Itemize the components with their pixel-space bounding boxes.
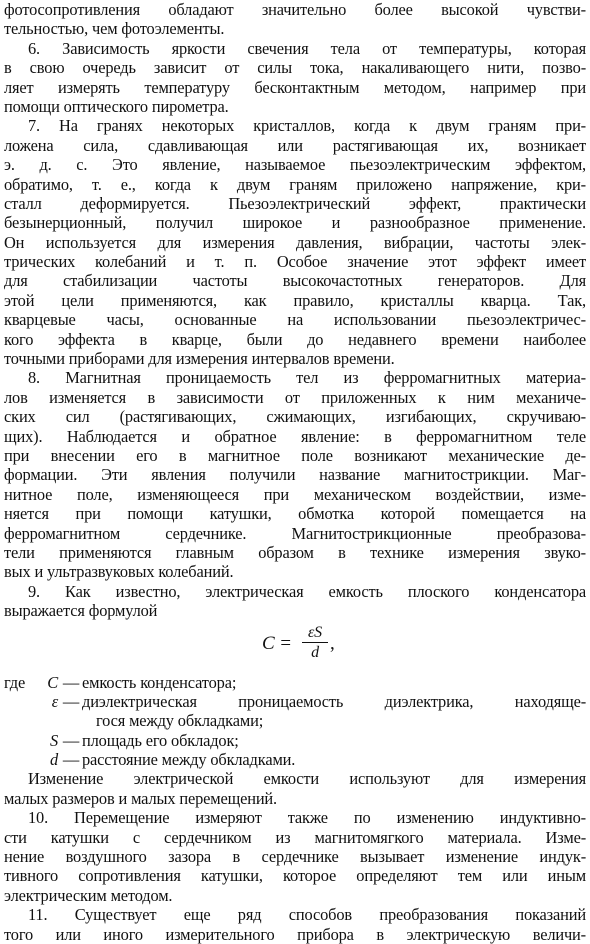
text-line: Изменение электрической емкости используют для измерения xyxy=(28,769,586,789)
text-line: 8. Магнитная проницаемость тел из ферромагнитных материа- xyxy=(28,368,586,388)
definition-lead xyxy=(4,731,36,750)
text-line: ских сил (растягивающих, сжимающих, изгибающих, скручиваю- xyxy=(4,407,586,427)
text-line: щих). Наблюдается и обратное явление: в ферромагнитном теле xyxy=(4,426,586,446)
text-block-bottom xyxy=(4,769,586,944)
definition-dash: — xyxy=(62,750,80,770)
text-line: выражается формулой xyxy=(4,601,158,621)
text-line: ферромагнитном сердечнике. Магнитострикционные преобразова- xyxy=(4,523,586,543)
text-line: электрическим методом. xyxy=(4,885,173,905)
definition-lead xyxy=(4,750,36,769)
definition-row xyxy=(4,711,586,730)
text-line: кого эффекта в кварце, были до недавнего времени наиболее xyxy=(4,329,586,349)
text-line: помощи оптического пирометра. xyxy=(4,96,229,116)
text-line: безынерционный, получил широкое и разнообразное применение. xyxy=(4,213,586,233)
text-line: для стабилизации частоты высокочастотных генераторов. Для xyxy=(4,271,586,291)
formula-lhs: C = xyxy=(262,632,292,654)
text-line: 10. Перемещение измеряют также по изменению индуктивно- xyxy=(28,808,586,828)
document-page xyxy=(4,0,586,944)
definition-symbol: S xyxy=(49,730,58,750)
definition-row xyxy=(4,731,586,750)
capacitance-formula xyxy=(4,621,586,673)
text-line: э. д. с. Это явление, называемое пьезоэлектрическим эффектом, xyxy=(4,155,586,175)
definition-dash: — xyxy=(62,730,80,750)
text-line: няется при помощи катушки, обмотка которой помещается на xyxy=(4,504,586,524)
text-line: тели применяются главным образом в технике измерения звуко- xyxy=(4,542,586,562)
text-line: фотосопротивления обладают значительно более высокой чувстви- xyxy=(4,0,586,19)
text-line: трических колебаний и т. п. Особое значение этот эффект имеет xyxy=(4,252,586,272)
text-line: 11. Существует еще ряд способов преобразования показаний xyxy=(28,905,586,925)
definition-row xyxy=(4,750,586,769)
definition-row xyxy=(4,692,586,711)
text-line: лов изменяется в зависимости от приложенных к ним механиче- xyxy=(4,387,586,407)
text-line: ложена сила, сдавливающая или растягивающая их, возникает xyxy=(4,135,586,155)
definition-text: гося между обкладками; xyxy=(96,711,264,731)
formula-definitions xyxy=(4,673,586,770)
definition-symbol: d xyxy=(49,750,58,770)
definition-symbol: C xyxy=(47,672,58,692)
text-line: обратимо, т. е., когда к двум граням приложено напряжение, кри- xyxy=(4,174,586,194)
text-line: нение воздушного зазора в сердечнике вызывает изменение индук- xyxy=(4,847,586,867)
definition-text: расстояние между обкладками. xyxy=(82,750,296,770)
definition-dash: — xyxy=(62,691,80,711)
text-line: сти катушки с сердечником из магнитомягкого материала. Изме- xyxy=(4,827,586,847)
text-line: Он используется для измерения давления, вибрации, частоты элек- xyxy=(4,232,586,252)
text-line: сталл деформируется. Пьезоэлектрический эффект, практически xyxy=(4,193,586,213)
text-line: тельностью, чем фотоэлементы. xyxy=(4,19,225,39)
text-line: малых размеров и малых перемещений. xyxy=(4,788,278,808)
definition-text: диэлектрическая проницаемость диэлектрика, находяще- xyxy=(82,691,586,711)
definition-symbol: ε xyxy=(51,691,58,711)
text-line: того или иного измерительного прибора в электрическую величи- xyxy=(4,924,586,944)
text-line: этой цели применяются, как правило, кристаллы кварца. Так, xyxy=(4,290,586,310)
definition-row xyxy=(4,673,586,692)
text-line: нитное поле, изменяющееся при механическом воздействии, изме- xyxy=(4,484,586,504)
text-line: тивного сопротивления катушки, которое определяют тем или иным xyxy=(4,866,586,886)
text-block-top xyxy=(4,0,586,621)
definition-lead: где xyxy=(4,672,26,692)
definition-dash: — xyxy=(62,672,80,692)
definition-lead xyxy=(4,711,36,730)
formula-denominator: d xyxy=(311,643,319,661)
text-line: точными приборами для измерения интервалов времени. xyxy=(4,349,395,369)
text-line: в свою очередь зависит от силы тока, накаливающего нити, позво- xyxy=(4,58,586,78)
definition-text: площадь его обкладок; xyxy=(82,730,239,750)
text-line: кварцевые часы, основанные на использовании пьезоэлектричес- xyxy=(4,310,586,330)
text-line: формации. Эти явления получили название магнитострикции. Маг- xyxy=(4,465,586,485)
definition-lead xyxy=(4,692,36,711)
text-line: ляет измерять температуру бесконтактным методом, например при xyxy=(4,77,586,97)
formula-numerator: εS xyxy=(302,623,328,643)
formula-comma: , xyxy=(330,632,335,654)
text-line: вых и ультразвуковых колебаний. xyxy=(4,562,234,582)
text-line: 9. Как известно, электрическая емкость плоского конденсатора xyxy=(28,581,586,601)
text-line: 7. На гранях некоторых кристаллов, когда к двум граням при- xyxy=(28,116,586,136)
definition-text: емкость конденсатора; xyxy=(82,672,237,692)
formula-fraction xyxy=(302,623,328,663)
text-line: при внесении его в магнитное поле возникают механические де- xyxy=(4,445,586,465)
text-line: 6. Зависимость яркости свечения тела от температуры, которая xyxy=(28,38,586,58)
